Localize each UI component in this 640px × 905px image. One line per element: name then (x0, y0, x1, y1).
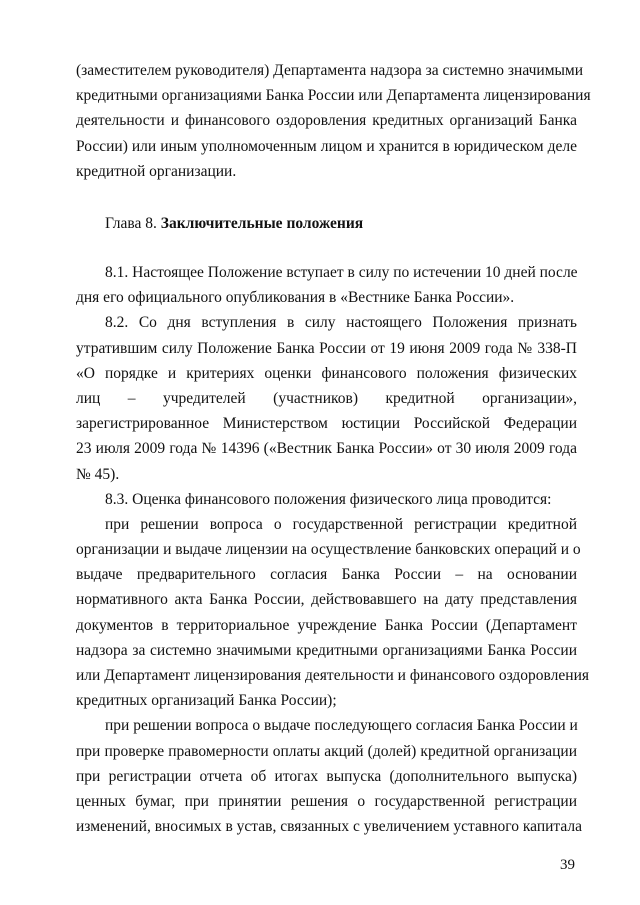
clause-1-line: выдаче предварительного согласия Банка России – на основании (76, 566, 577, 584)
section-8-2-line: лиц – учредителей (участников) кредитной организации», (76, 389, 577, 407)
clause-1-line: документов в территориальное учреждение Банка России (Департамент (76, 616, 577, 634)
clause-2-line: при регистрации отчета об итогах выпуска (дополнительного выпуска) (76, 767, 577, 785)
clause-2-line: при проверке правомерности оплаты акций (долей) кредитной организации (76, 742, 577, 760)
section-8-2-line: 8.2. Со дня вступления в силу настоящего Положения признать (105, 314, 577, 332)
chapter-title: Заключительные положения (160, 215, 364, 232)
section-8-2-line: зарегистрированное Министерством юстиции Российской Федерации (76, 415, 577, 433)
intro-paragraph (76, 58, 591, 184)
section-8-2-line: 23 июля 2009 года № 14396 («Вестник Банка России» от 30 июля 2009 года (76, 440, 577, 458)
section-8-1-line: 8.1. Настоящее Положение вступает в силу по истечении 10 дней после (105, 264, 578, 281)
text-line: кредитными организациями Банка России или Департамента лицензирования (76, 87, 591, 105)
chapter-prefix: Глава 8. (105, 215, 157, 232)
section-8-1-line: дня его официального опубликования в «Вестнике Банка России». (76, 289, 515, 307)
section-8-2-line: «О порядке и критериях оценки финансового положения физических (76, 364, 577, 382)
section-8-2-line: № 45). (76, 465, 120, 483)
text-line: кредитной организации. (76, 162, 237, 180)
section-8-3-line: 8.3. Оценка финансового положения физического лица проводится: (105, 490, 552, 508)
clause-1-line: надзора за системно значимыми кредитными организациями Банка России (76, 641, 577, 659)
clause-1-line: кредитных организаций Банка России); (76, 692, 337, 710)
page-number: 39 (560, 857, 575, 873)
clause-2-line: при решении вопроса о выдаче последующего согласия Банка России и (105, 717, 578, 735)
clause-1-line: или Департамент лицензирования деятельности и финансового оздоровления (76, 667, 589, 684)
clause-1-line: при решении вопроса о государственной регистрации кредитной (105, 515, 577, 533)
chapter-heading (76, 211, 577, 236)
text-line: деятельности и финансового оздоровления кредитных организаций Банка (76, 112, 577, 130)
section-8-2-line: утратившим силу Положение Банка России от 19 июня 2009 года № 338-П (76, 339, 577, 357)
clause-2-line: ценных бумаг, при принятии решения о государственной регистрации (76, 792, 577, 810)
clause-1-line: организации и выдаче лицензии на осуществление банковских операций и о (76, 541, 581, 559)
chapter-body (76, 260, 589, 839)
clause-2-line: изменений, вносимых в устав, связанных с увеличением уставного капитала (76, 818, 583, 836)
text-line: России) или иным уполномоченным лицом и хранится в юридическом деле (76, 137, 577, 155)
text-line: (заместителем руководителя) Департамента надзора за системно значимыми (76, 62, 584, 79)
clause-1-line: нормативного акта Банка России, действовавшего на дату представления (76, 591, 577, 609)
